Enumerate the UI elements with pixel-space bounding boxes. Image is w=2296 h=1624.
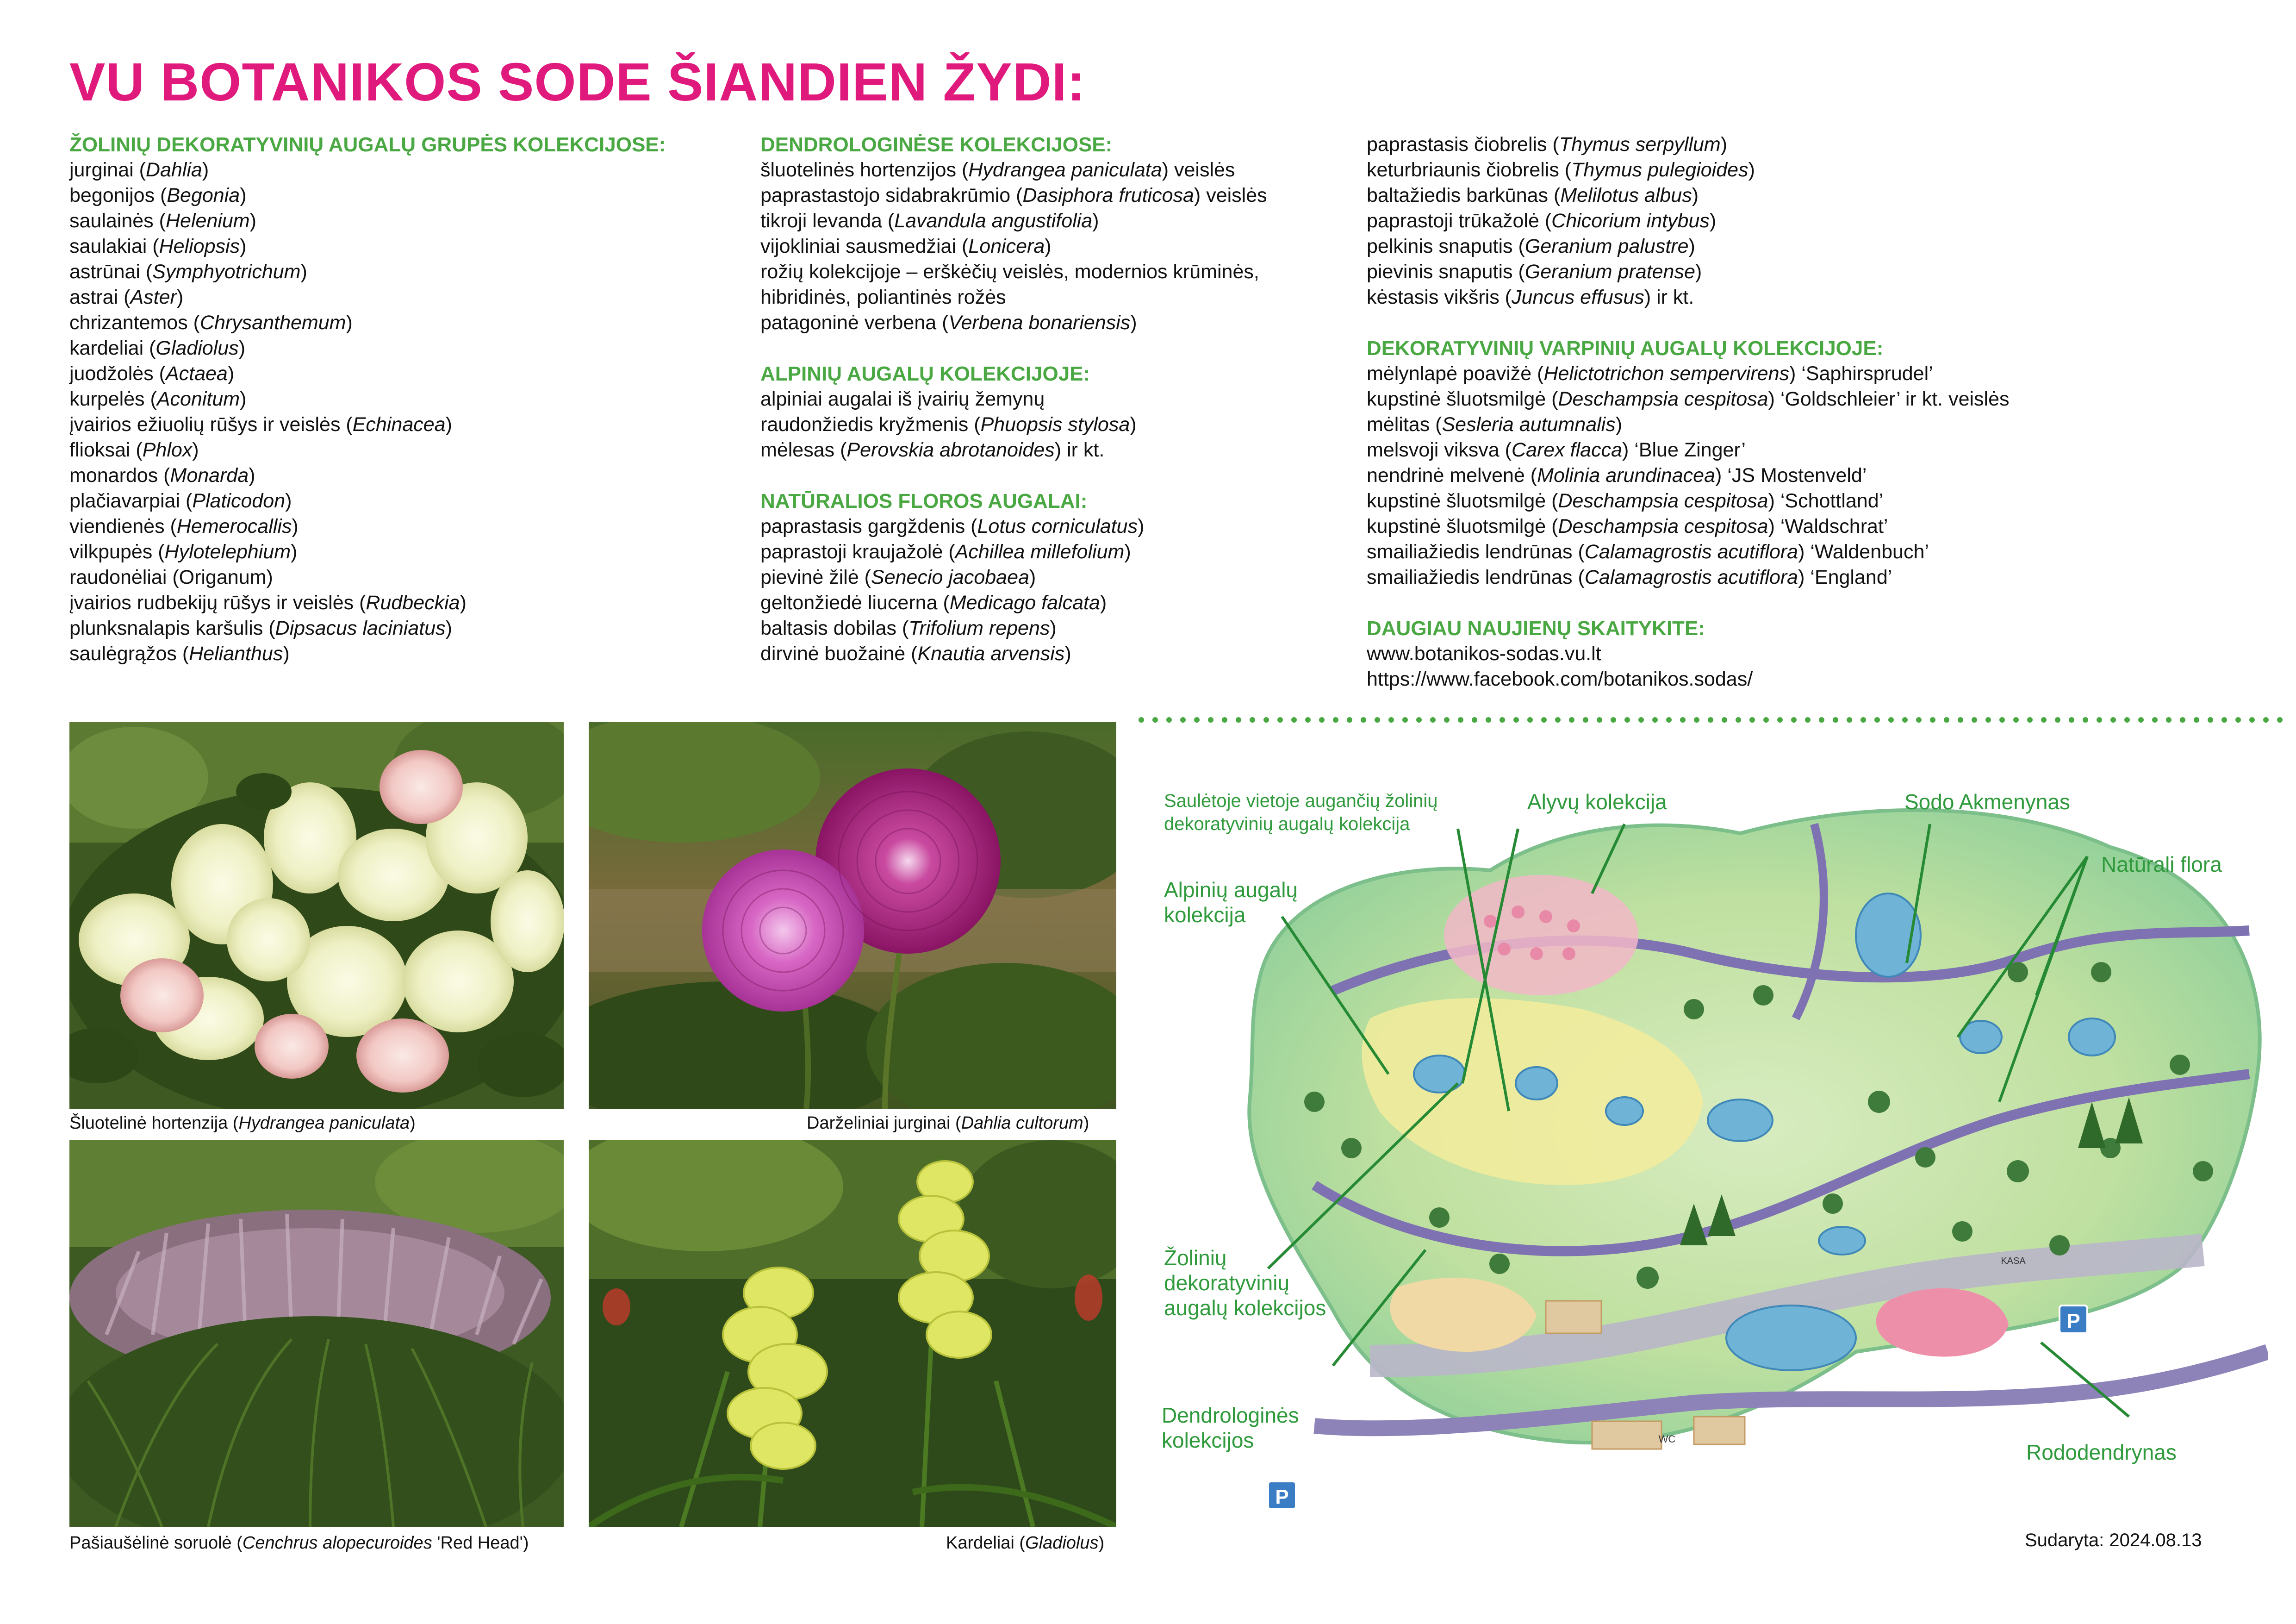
list-item: pievinis snaputis (Geranium pratense) <box>1367 261 1702 283</box>
scientific-name: Phlox <box>142 439 193 461</box>
plant-suffix: ir kt. <box>1061 439 1105 461</box>
plant-suffix: ‘Saphirsprudel’ <box>1796 362 1933 385</box>
plant-name: juodžolės <box>69 362 154 385</box>
list-item: paprastoji trūkažolė (Chicorium intybus) <box>1367 210 1717 232</box>
scientific-name: Lonicera <box>968 235 1045 257</box>
plant-name: kurpelės <box>69 388 145 410</box>
dahlia-caption: Darželiniai jurginai (Dahlia cultorum) <box>807 1113 1089 1133</box>
list-item: tikroji levanda (Lavandula angustifolia) <box>760 210 1099 232</box>
plant-name: raudonžiedis kryžmenis <box>760 413 969 436</box>
plant-name: pievinis snaputis <box>1367 261 1513 283</box>
list-item: saulakiai (Heliopsis) <box>69 235 247 257</box>
plant-name: tikroji levanda <box>760 210 882 232</box>
scientific-name: Symphyotrichum <box>152 261 301 283</box>
scientific-name: Hydrangea paniculata <box>968 159 1162 181</box>
scientific-name: Dipsacus laciniatus <box>275 617 446 639</box>
plant-name: flioksai <box>69 439 131 461</box>
website-link[interactable]: www.botanikos-sodas.vu.lt <box>1367 643 1601 665</box>
map-label-rockery: Sodo Akmenynas <box>1904 790 2071 814</box>
scientific-name: Achillea millefolium <box>955 541 1125 563</box>
map-label-herbaceous: Žolinių dekoratyvinių augalų kolekcijos <box>1164 1246 1326 1320</box>
facebook-link[interactable]: https://www.facebook.com/botanikos.sodas/ <box>1367 668 1753 690</box>
natural-flora-list-continued <box>1367 132 2010 310</box>
hydrangea-photo <box>69 722 564 1109</box>
scientific-name: Verbena bonariensis <box>948 312 1131 334</box>
scientific-name: Actaea <box>165 362 228 385</box>
compiled-date: Sudaryta: 2024.08.13 <box>2025 1530 2202 1550</box>
section-heading-natural-flora: NATŪRALIOS FLOROS AUGALAI: <box>760 490 1088 512</box>
scientific-name: Hemerocallis <box>176 515 292 537</box>
plant-name: vilkpupės <box>69 541 153 563</box>
scientific-name: Helenium <box>165 210 250 232</box>
plant-name: viendienės <box>69 515 165 537</box>
map-label-natural-flora: Natūrali flora <box>2101 852 2222 876</box>
wc-sign: WC <box>1658 1433 1676 1445</box>
plant-name: kardeliai <box>69 337 144 359</box>
list-item: pievinė žilė (Senecio jacobaea) <box>760 566 1036 588</box>
scientific-name: Juncus effusus <box>1511 286 1644 308</box>
list-item: jurginai (Dahlia) <box>69 159 209 181</box>
scientific-name: Calamagrostis acutiflora <box>1584 566 1798 588</box>
scientific-name: Perovskia abrotanoides <box>846 439 1055 461</box>
natural-flora-list <box>760 514 1267 667</box>
list-item: mėlitas (Sesleria autumnalis) <box>1367 413 1623 436</box>
column-herbaceous <box>69 132 666 667</box>
alpine-list <box>760 387 1267 463</box>
scientific-name: Chrysanthemum <box>200 312 346 334</box>
list-item: kardeliai (Gladiolus) <box>69 337 246 359</box>
section-heading-grasses: DEKORATYVINIŲ VARPINIŲ AUGALŲ KOLEKCIJOJE: <box>1367 337 1884 360</box>
list-item: mėlesas (Perovskia abrotanoides) ir kt. <box>760 439 1105 461</box>
list-item: paprastasis gargždenis (Lotus corniculatus) <box>760 515 1145 537</box>
plant-name: jurginai <box>69 159 134 181</box>
scientific-name: Begonia <box>167 184 240 206</box>
plant-name: pelkinis snaputis <box>1367 235 1513 257</box>
list-item: saulainės (Helenium) <box>69 210 256 232</box>
scientific-name: Dasiphora fruticosa <box>1022 184 1194 206</box>
plant-suffix: ‘Waldschrat’ <box>1774 515 1888 537</box>
scientific-name: Sesleria autumnalis <box>1442 413 1616 436</box>
fountain-grass-photo <box>69 1140 564 1527</box>
list-item: chrizantemos (Chrysanthemum) <box>69 312 353 334</box>
scientific-name: Geranium palustre <box>1524 235 1689 257</box>
list-item: smailiažiedis lendrūnas (Calamagrostis acutiflora) ‘Waldenbuch’ <box>1367 541 1929 563</box>
list-item: plačiavarpiai (Platicodon) <box>69 490 292 512</box>
plant-suffix: ‘Schottland’ <box>1774 490 1884 512</box>
dahlia-photo <box>589 722 1116 1109</box>
column-grasses <box>1367 132 2010 692</box>
plant-suffix: ‘Blue Zinger’ <box>1629 439 1746 461</box>
scientific-name: Platicodon <box>192 490 286 512</box>
plant-name: paprastoji kraujažolė <box>760 541 943 563</box>
map-label-lilac: Alyvų kolekcija <box>1527 790 1667 814</box>
scientific-name: Lotus corniculatus <box>977 515 1138 537</box>
plant-name: vijokliniai sausmedžiai <box>760 235 957 257</box>
list-item: astrūnai (Symphyotrichum) <box>69 261 307 283</box>
plant-name: astrūnai <box>69 261 140 283</box>
list-item: paprastastojo sidabrakrūmio (Dasiphora fruticosa) veislės <box>760 184 1267 206</box>
plant-suffix: veislės <box>1201 184 1267 206</box>
scientific-name: Hylotelephium <box>164 541 291 563</box>
column-dendrology <box>760 132 1267 667</box>
scientific-name: Knautia arvensis <box>917 643 1065 665</box>
plant-name: baltažiedis barkūnas <box>1367 184 1549 206</box>
plant-suffix: ‘Waldenbuch’ <box>1804 541 1929 563</box>
list-item <box>760 387 1267 412</box>
list-item: paprastoji kraujažolė (Achillea millefolium) <box>760 541 1131 563</box>
grasses-list <box>1367 361 2010 590</box>
plant-name: geltonžiedė liucerna <box>760 592 938 614</box>
list-item: šluotelinės hortenzijos (Hydrangea paniculata) veislės <box>760 159 1235 181</box>
scientific-name: Chicorium intybus <box>1551 210 1710 232</box>
scientific-name: Thymus serpyllum <box>1559 133 1721 156</box>
plant-name: astrai <box>69 286 118 308</box>
plant-name: keturbriaunis čiobrelis <box>1367 159 1559 181</box>
plant-name: saulakiai <box>69 235 147 257</box>
list-item: smailiažiedis lendrūnas (Calamagrostis acutiflora) ‘England’ <box>1367 566 1892 588</box>
list-item: geltonžiedė liucerna (Medicago falcata) <box>760 592 1107 614</box>
map-label-alpine: Alpinių augalų kolekcija <box>1164 878 1298 927</box>
scientific-name: Calamagrostis acutiflora <box>1584 541 1798 563</box>
plant-name: hibridinės, poliantinės rožės <box>760 286 1006 308</box>
list-item: įvairios rudbekijų rūšys ir veislės (Rudbeckia) <box>69 592 467 614</box>
plant-suffix: ‘JS Mostenveld’ <box>1722 464 1867 487</box>
plant-name: mėlitas <box>1367 413 1430 436</box>
plant-name: kupstinė šluotsmilgė <box>1367 490 1546 512</box>
scientific-name: Aconitum <box>156 388 240 410</box>
list-item <box>760 285 1267 310</box>
list-item: melsvoji viksva (Carex flacca) ‘Blue Zinger’ <box>1367 439 1746 461</box>
plant-name: melsvoji viksva <box>1367 439 1500 461</box>
gladiolus-photo <box>589 1140 1116 1527</box>
list-item: astrai (Aster) <box>69 286 184 308</box>
scientific-name: Deschampsia cespitosa <box>1558 388 1768 410</box>
list-item: baltažiedis barkūnas (Melilotus albus) <box>1367 184 1699 206</box>
plant-name: kupstinė šluotsmilgė <box>1367 515 1546 537</box>
plant-name: mėlesas <box>760 439 835 461</box>
ticket-office-sign: KASA <box>2001 1256 2026 1266</box>
plant-name: monardos <box>69 464 158 487</box>
plant-name: plačiavarpiai <box>69 490 180 512</box>
plant-name: paprastoji trūkažolė <box>1367 210 1539 232</box>
plant-name: mėlynlapė poavižė <box>1367 362 1532 385</box>
section-heading-dendrology: DENDROLOGINĖSE KOLEKCIJOSE: <box>760 133 1113 156</box>
scientific-name: Medicago falcata <box>949 592 1100 614</box>
plant-name: nendrinė melvenė <box>1367 464 1525 487</box>
section-heading-alpine: ALPINIŲ AUGALŲ KOLEKCIJOJE: <box>760 362 1090 385</box>
scientific-name: Echinacea <box>352 413 446 436</box>
hydrangea-caption: Šluotelinė hortenzija (Hydrangea paniculata) <box>69 1113 416 1133</box>
scientific-name: Deschampsia cespitosa <box>1558 515 1768 537</box>
dotted-separator <box>1138 715 2295 725</box>
scientific-name: Gladiolus <box>156 337 239 359</box>
plant-name: kupstinė šluotsmilgė <box>1367 388 1546 410</box>
list-item: plunksnalapis karšulis (Dipsacus laciniatus) <box>69 617 452 639</box>
plant-name: begonijos <box>69 184 155 206</box>
list-item: kupstinė šluotsmilgė (Deschampsia cespitosa) ‘Waldschrat’ <box>1367 515 1888 537</box>
parking-sign-right: P <box>2066 1310 2080 1332</box>
plant-suffix: veislės <box>1169 159 1235 181</box>
plant-name: įvairios rudbekijų rūšys ir veislės <box>69 592 354 614</box>
scientific-name: Lavandula angustifolia <box>894 210 1093 232</box>
scientific-name: Carex flacca <box>1512 439 1622 461</box>
list-item: raudonžiedis kryžmenis (Phuopsis stylosa) <box>760 413 1137 436</box>
plant-name: plunksnalapis karšulis <box>69 617 263 639</box>
scientific-name: Helianthus <box>189 643 283 665</box>
plant-name: pievinė žilė <box>760 566 859 588</box>
plant-name: dirvinė buožainė <box>760 643 906 665</box>
plant-name: paprastasis čiobrelis <box>1367 133 1547 156</box>
list-item: monardos (Monarda) <box>69 464 255 487</box>
list-item: keturbriaunis čiobrelis (Thymus pulegioides) <box>1367 159 1755 181</box>
list-item: vijokliniai sausmedžiai (Lonicera) <box>760 235 1052 257</box>
list-item: flioksai (Phlox) <box>69 439 199 461</box>
list-item: pelkinis snaputis (Geranium palustre) <box>1367 235 1695 257</box>
page-title: VU BOTANIKOS SODE ŠIANDIEN ŽYDI: <box>69 52 1086 112</box>
plant-name: smailiažiedis lendrūnas <box>1367 541 1573 563</box>
list-item: įvairios ežiuolių rūšys ir veislės (Echinacea) <box>69 413 452 436</box>
list-item: mėlynlapė poavižė (Helictotrichon sempervirens) ‘Saphirsprudel’ <box>1367 362 1933 385</box>
list-item: patagoninė verbena (Verbena bonariensis) <box>760 312 1137 334</box>
scientific-name: Monarda <box>170 464 249 487</box>
scientific-name: Deschampsia cespitosa <box>1558 490 1768 512</box>
plant-suffix: ‘England’ <box>1804 566 1892 588</box>
scientific-name: Dahlia <box>145 159 202 181</box>
list-item: vilkpupės (Hylotelephium) <box>69 541 298 563</box>
section-heading-herbaceous: ŽOLINIŲ DEKORATYVINIŲ AUGALŲ GRUPĖS KOLEKCIJOSE: <box>69 133 666 156</box>
scientific-name: Helictotrichon sempervirens <box>1543 362 1789 385</box>
plant-name: kėstasis vikšris <box>1367 286 1500 308</box>
scientific-name: Heliopsis <box>159 235 240 257</box>
list-item: baltasis dobilas (Trifolium repens) <box>760 617 1057 639</box>
plant-name: rožių kolekcijoje – erškėčių veislės, modernios krūminės, <box>760 261 1259 283</box>
list-item <box>760 259 1267 285</box>
scientific-name: Molinia arundinacea <box>1537 464 1715 487</box>
scientific-name: Rudbeckia <box>366 592 460 614</box>
scientific-name: Geranium pratense <box>1524 261 1695 283</box>
plant-name: smailiažiedis lendrūnas <box>1367 566 1573 588</box>
section-heading-news: DAUGIAU NAUJIENŲ SKAITYKITE: <box>1367 617 1705 640</box>
list-item: paprastasis čiobrelis (Thymus serpyllum) <box>1367 133 1728 156</box>
plant-name: baltasis dobilas <box>760 617 897 639</box>
scientific-name: Melilotus albus <box>1560 184 1692 206</box>
plant-name: saulainės <box>69 210 154 232</box>
list-item: juodžolės (Actaea) <box>69 362 235 385</box>
plant-name: patagoninė verbena <box>760 312 937 334</box>
list-item: kupstinė šluotsmilgė (Deschampsia cespitosa) ‘Goldschleier’ ir kt. veislės <box>1367 388 2010 410</box>
map-label-dendrology: Dendrologinės kolekcijos <box>1162 1403 1299 1452</box>
herbaceous-list <box>69 157 666 667</box>
list-item: begonijos (Begonia) <box>69 184 247 206</box>
plant-name: įvairios ežiuolių rūšys ir veislės <box>69 413 341 436</box>
map-label-rhododendron: Rododendrynas <box>2026 1440 2177 1464</box>
gladiolus-caption: Kardeliai (Gladiolus) <box>946 1533 1105 1553</box>
plant-name: saulėgrąžos <box>69 643 177 665</box>
parking-sign-left: P <box>1275 1486 1289 1508</box>
list-item: saulėgrąžos (Helianthus) <box>69 643 290 665</box>
scientific-name: Phuopsis stylosa <box>980 413 1130 436</box>
plant-name: šluotelinės hortenzijos <box>760 159 957 181</box>
plant-name: paprastasis gargždenis <box>760 515 965 537</box>
list-item: kėstasis vikšris (Juncus effusus) ir kt. <box>1367 286 1694 308</box>
scientific-name: Thymus pulegioides <box>1571 159 1748 181</box>
list-item: nendrinė melvenė (Molinia arundinacea) ‘JS Mostenveld’ <box>1367 464 1867 487</box>
scientific-name: Aster <box>130 286 177 308</box>
dendrology-list <box>760 157 1267 336</box>
list-item <box>69 565 666 590</box>
list-item: kurpelės (Aconitum) <box>69 388 247 410</box>
list-item: kupstinė šluotsmilgė (Deschampsia cespitosa) ‘Schottland’ <box>1367 490 1884 512</box>
plant-suffix: ‘Goldschleier’ ir kt. veislės <box>1774 388 2010 410</box>
plant-name: paprastastojo sidabrakrūmio <box>760 184 1011 206</box>
map-label-sunny-collection: Saulėtoje vietoje augančių žolinių dekoratyvinių augalų kolekcija <box>1164 791 1438 834</box>
scientific-name: Trifolium repens <box>908 617 1050 639</box>
plant-name: chrizantemos <box>69 312 188 334</box>
list-item: dirvinė buožainė (Knautia arvensis) <box>760 643 1071 665</box>
list-item: viendienės (Hemerocallis) <box>69 515 299 537</box>
scientific-name: Senecio jacobaea <box>871 566 1029 588</box>
plant-suffix: ir kt. <box>1651 286 1694 308</box>
fountain-grass-caption: Pašiaušėlinė soruolė (Cenchrus alopecuroides 'Red Head') <box>69 1533 529 1553</box>
plant-name: raudonėliai (Origanum) <box>69 566 273 588</box>
plant-name: alpiniai augalai iš įvairių žemynų <box>760 388 1045 410</box>
